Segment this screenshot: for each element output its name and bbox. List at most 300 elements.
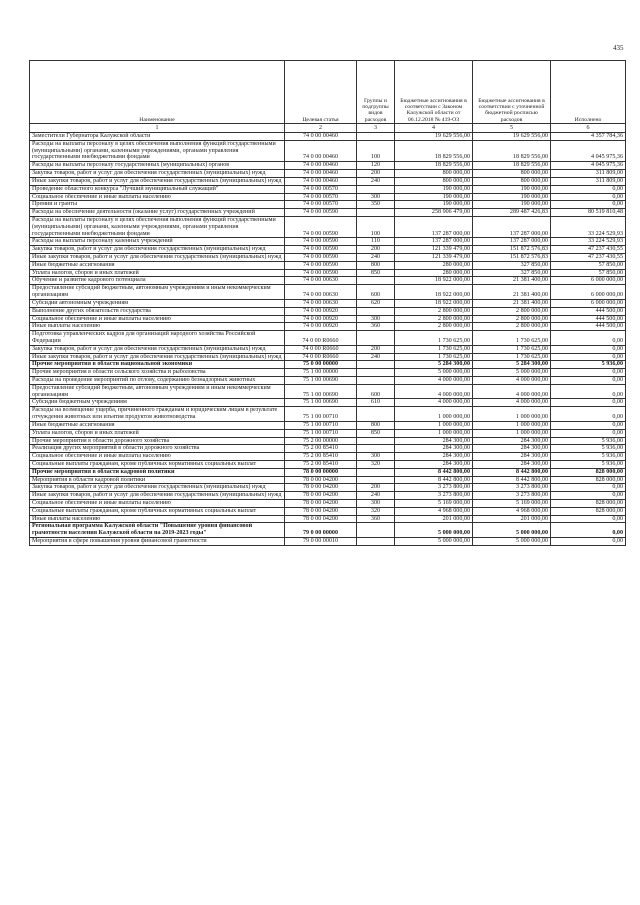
row-law-amount-cell: 190 000,00 <box>395 201 473 209</box>
row-law-amount-cell: 800 000,00 <box>395 177 473 185</box>
row-refined-amount-cell: 18 829 556,00 <box>473 140 551 161</box>
row-refined-amount-cell: 800 000,00 <box>473 177 551 185</box>
row-group-cell <box>357 445 395 453</box>
row-law-amount-cell: 2 800 000,00 <box>395 307 473 315</box>
row-code-cell: 74 0 00 R0660 <box>285 331 357 346</box>
row-name-cell: Закупка товаров, работ и услуг для обеспечения государственных (муниципальных) нужд <box>30 484 285 492</box>
row-law-amount-cell: 5 000 000,00 <box>395 523 473 538</box>
row-name-cell: Обучение и развитие кадрового потенциала <box>30 277 285 285</box>
row-name-cell: Уплата налогов, сборов и иных платежей <box>30 429 285 437</box>
row-refined-amount-cell: 201 000,00 <box>473 515 551 523</box>
row-group-cell: 850 <box>357 429 395 437</box>
row-group-cell: 800 <box>357 261 395 269</box>
row-refined-amount-cell: 18 829 556,00 <box>473 162 551 170</box>
row-executed-cell: 5 936,00 <box>551 437 626 445</box>
row-name-cell: Социальное обеспечение и иные выплаты населению <box>30 193 285 201</box>
row-code-cell: 74 0 00 00630 <box>285 285 357 300</box>
row-refined-amount-cell: 1 000 000,00 <box>473 421 551 429</box>
header-index: 3 <box>357 124 395 133</box>
row-code-cell: 78 0 00 04200 <box>285 507 357 515</box>
row-refined-amount-cell: 1 730 625,00 <box>473 331 551 346</box>
row-refined-amount-cell: 21 381 400,00 <box>473 299 551 307</box>
row-executed-cell: 0,00 <box>551 492 626 500</box>
row-executed-cell: 0,00 <box>551 185 626 193</box>
row-law-amount-cell: 18 922 000,00 <box>395 285 473 300</box>
row-law-amount-cell: 5 000 000,00 <box>395 538 473 546</box>
row-code-cell: 75 2 00 85410 <box>285 453 357 461</box>
row-refined-amount-cell: 2 800 000,00 <box>473 315 551 323</box>
row-code-cell: 75 1 00 00710 <box>285 429 357 437</box>
table-row <box>30 445 626 453</box>
row-code-cell: 74 0 00 00460 <box>285 140 357 161</box>
row-name-cell: Закупка товаров, работ и услуг для обеспечения государственных (муниципальных) нужд <box>30 345 285 353</box>
table-row <box>30 133 626 141</box>
row-group-cell: 600 <box>357 285 395 300</box>
table-row <box>30 216 626 237</box>
row-group-cell: 110 <box>357 238 395 246</box>
row-group-cell: 120 <box>357 162 395 170</box>
row-law-amount-cell: 18 829 556,00 <box>395 140 473 161</box>
row-code-cell: 79 0 00 00010 <box>285 538 357 546</box>
row-code-cell: 74 0 00 00570 <box>285 193 357 201</box>
row-executed-cell: 4 045 975,36 <box>551 162 626 170</box>
row-law-amount-cell: 4 000 000,00 <box>395 384 473 399</box>
table-row <box>30 170 626 178</box>
row-executed-cell: 828 000,00 <box>551 468 626 476</box>
page-number: 435 <box>613 44 624 52</box>
row-law-amount-cell: 190 000,00 <box>395 185 473 193</box>
row-code-cell: 74 0 00 00570 <box>285 185 357 193</box>
row-name-cell: Региональная программа Калужской области "Повышение уровня финансовой грамотности населения Калужской области на 2019-2023 годы" <box>30 523 285 538</box>
row-executed-cell: 311 809,00 <box>551 170 626 178</box>
row-name-cell: Иные закупки товаров, работ и услуг для обеспечения государственных (муниципальных) нужд <box>30 254 285 262</box>
row-group-cell <box>357 538 395 546</box>
row-code-cell: 74 0 00 00630 <box>285 299 357 307</box>
row-refined-amount-cell: 151 872 576,83 <box>473 254 551 262</box>
row-refined-amount-cell: 2 800 000,00 <box>473 307 551 315</box>
row-executed-cell: 0,00 <box>551 353 626 361</box>
row-law-amount-cell: 284 300,00 <box>395 453 473 461</box>
row-refined-amount-cell: 3 273 800,00 <box>473 492 551 500</box>
row-group-cell: 200 <box>357 484 395 492</box>
row-group-cell: 800 <box>357 421 395 429</box>
table-row <box>30 377 626 385</box>
row-law-amount-cell: 19 629 556,00 <box>395 133 473 141</box>
row-law-amount-cell: 280 000,00 <box>395 269 473 277</box>
row-name-cell: Иные закупки товаров, работ и услуг для обеспечения государственных (муниципальных) нужд <box>30 353 285 361</box>
row-law-amount-cell: 8 442 800,00 <box>395 468 473 476</box>
row-executed-cell: 0,00 <box>551 429 626 437</box>
table-row <box>30 384 626 399</box>
row-group-cell <box>357 307 395 315</box>
row-name-cell: Субсидии автономным учреждениям <box>30 299 285 307</box>
row-group-cell: 320 <box>357 460 395 468</box>
row-law-amount-cell: 1 730 625,00 <box>395 331 473 346</box>
row-code-cell: 75 2 00 00000 <box>285 437 357 445</box>
row-refined-amount-cell: 137 287 000,00 <box>473 238 551 246</box>
row-group-cell: 100 <box>357 216 395 237</box>
row-name-cell: Расходы на обеспечение деятельности (оказание услуг) государственных учреждений <box>30 209 285 217</box>
row-code-cell: 74 0 00 00460 <box>285 133 357 141</box>
table-row <box>30 185 626 193</box>
row-code-cell: 74 0 00 R0660 <box>285 353 357 361</box>
table-row <box>30 453 626 461</box>
row-law-amount-cell: 5 169 000,00 <box>395 500 473 508</box>
row-law-amount-cell: 121 339 479,00 <box>395 254 473 262</box>
row-refined-amount-cell: 1 730 625,00 <box>473 353 551 361</box>
table-row <box>30 507 626 515</box>
row-code-cell: 74 0 00 00590 <box>285 269 357 277</box>
row-name-cell: Закупка товаров, работ и услуг для обеспечения государственных (муниципальных) нужд <box>30 246 285 254</box>
row-name-cell: Расходы на выплаты персоналу государственных (муниципальных) органов <box>30 162 285 170</box>
row-code-cell: 79 0 00 00000 <box>285 523 357 538</box>
row-executed-cell: 0,00 <box>551 377 626 385</box>
table-row <box>30 209 626 217</box>
row-law-amount-cell: 5 000 000,00 <box>395 369 473 377</box>
row-executed-cell: 0,00 <box>551 193 626 201</box>
row-name-cell: Премии и гранты <box>30 201 285 209</box>
row-refined-amount-cell: 4 000 000,00 <box>473 377 551 385</box>
row-law-amount-cell: 8 442 800,00 <box>395 476 473 484</box>
header-executed: Исполнено <box>551 61 626 124</box>
row-executed-cell: 828 000,00 <box>551 476 626 484</box>
table-row <box>30 238 626 246</box>
table-row <box>30 523 626 538</box>
row-name-cell: Уплата налогов, сборов и иных платежей <box>30 269 285 277</box>
row-refined-amount-cell: 21 381 400,00 <box>473 285 551 300</box>
header-law-allocations: Бюджетные ассигнования в соответствии с Законом Калужской области от 06.12.2018 № 419-ОЗ <box>395 61 473 124</box>
row-code-cell: 74 0 00 00460 <box>285 170 357 178</box>
row-law-amount-cell: 201 000,00 <box>395 515 473 523</box>
row-name-cell: Выполнение других обязательств государства <box>30 307 285 315</box>
row-code-cell: 74 0 00 00460 <box>285 162 357 170</box>
row-law-amount-cell: 137 287 000,00 <box>395 238 473 246</box>
table-row <box>30 361 626 369</box>
row-group-cell <box>357 523 395 538</box>
row-refined-amount-cell: 800 000,00 <box>473 170 551 178</box>
row-law-amount-cell: 280 000,00 <box>395 261 473 269</box>
row-refined-amount-cell: 1 000 000,00 <box>473 407 551 422</box>
row-name-cell: Иные бюджетные ассигнования <box>30 261 285 269</box>
row-executed-cell: 47 237 430,55 <box>551 254 626 262</box>
row-executed-cell: 5 936,00 <box>551 361 626 369</box>
row-executed-cell: 5 936,00 <box>551 453 626 461</box>
row-law-amount-cell: 284 300,00 <box>395 460 473 468</box>
row-group-cell: 300 <box>357 453 395 461</box>
row-law-amount-cell: 1 000 000,00 <box>395 429 473 437</box>
row-group-cell: 850 <box>357 269 395 277</box>
row-name-cell: Заместители Губернатора Калужской области <box>30 133 285 141</box>
header-name: Наименование <box>30 61 285 124</box>
row-group-cell <box>357 209 395 217</box>
row-law-amount-cell: 137 287 000,00 <box>395 216 473 237</box>
row-code-cell: 74 0 00 00920 <box>285 315 357 323</box>
row-name-cell: Социальные выплаты гражданам, кроме публичных нормативных социальных выплат <box>30 507 285 515</box>
table-row <box>30 515 626 523</box>
row-code-cell: 74 0 00 00920 <box>285 323 357 331</box>
row-group-cell <box>357 133 395 141</box>
table-row <box>30 460 626 468</box>
table-row <box>30 429 626 437</box>
row-executed-cell: 33 224 529,93 <box>551 238 626 246</box>
header-row <box>30 61 626 124</box>
row-refined-amount-cell: 5 000 000,00 <box>473 523 551 538</box>
table-row <box>30 177 626 185</box>
table-row <box>30 484 626 492</box>
row-code-cell: 74 0 00 00590 <box>285 254 357 262</box>
row-code-cell: 75 1 00 00690 <box>285 377 357 385</box>
header-index-row <box>30 124 626 133</box>
row-refined-amount-cell: 327 850,00 <box>473 261 551 269</box>
row-group-cell: 200 <box>357 170 395 178</box>
row-refined-amount-cell: 21 381 400,00 <box>473 277 551 285</box>
row-law-amount-cell: 2 800 000,00 <box>395 323 473 331</box>
row-group-cell: 620 <box>357 299 395 307</box>
row-executed-cell: 4 045 975,36 <box>551 140 626 161</box>
row-refined-amount-cell: 327 850,00 <box>473 269 551 277</box>
row-name-cell: Закупка товаров, работ и услуг для обеспечения государственных (муниципальных) нужд <box>30 170 285 178</box>
row-executed-cell: 0,00 <box>551 407 626 422</box>
row-group-cell <box>357 377 395 385</box>
row-group-cell <box>357 331 395 346</box>
row-law-amount-cell: 1 000 000,00 <box>395 407 473 422</box>
row-executed-cell: 4 357 784,36 <box>551 133 626 141</box>
row-refined-amount-cell: 8 442 800,00 <box>473 468 551 476</box>
row-group-cell: 200 <box>357 246 395 254</box>
row-refined-amount-cell: 3 273 800,00 <box>473 484 551 492</box>
table-row <box>30 261 626 269</box>
row-executed-cell: 0,00 <box>551 523 626 538</box>
row-name-cell: Предоставление субсидий бюджетным, автономным учреждениям и иным некоммерческим организациям <box>30 384 285 399</box>
row-name-cell: Предоставление субсидий бюджетным, автономным учреждениям и иным некоммерческим организациям <box>30 285 285 300</box>
row-group-cell <box>357 468 395 476</box>
row-law-amount-cell: 3 273 800,00 <box>395 492 473 500</box>
row-name-cell: Иные закупки товаров, работ и услуг для обеспечения государственных (муниципальных) нужд <box>30 492 285 500</box>
table-row <box>30 369 626 377</box>
row-refined-amount-cell: 1 000 000,00 <box>473 429 551 437</box>
table-row <box>30 407 626 422</box>
row-group-cell: 320 <box>357 507 395 515</box>
row-refined-amount-cell: 2 800 000,00 <box>473 323 551 331</box>
row-law-amount-cell: 284 300,00 <box>395 437 473 445</box>
row-group-cell: 300 <box>357 193 395 201</box>
row-executed-cell: 57 850,00 <box>551 261 626 269</box>
row-code-cell: 75 1 00 00690 <box>285 384 357 399</box>
row-law-amount-cell: 800 000,00 <box>395 170 473 178</box>
row-law-amount-cell: 18 922 000,00 <box>395 299 473 307</box>
row-executed-cell: 444 500,00 <box>551 323 626 331</box>
row-group-cell: 300 <box>357 500 395 508</box>
row-executed-cell: 0,00 <box>551 515 626 523</box>
row-code-cell: 78 0 00 04200 <box>285 500 357 508</box>
table-row <box>30 269 626 277</box>
row-law-amount-cell: 190 000,00 <box>395 193 473 201</box>
row-code-cell: 75 1 00 00690 <box>285 399 357 407</box>
row-law-amount-cell: 3 273 800,00 <box>395 484 473 492</box>
row-law-amount-cell: 284 300,00 <box>395 445 473 453</box>
row-code-cell: 74 0 00 00570 <box>285 201 357 209</box>
budget-table <box>29 60 626 546</box>
row-executed-cell: 444 500,00 <box>551 307 626 315</box>
row-code-cell: 75 2 00 85410 <box>285 460 357 468</box>
row-law-amount-cell: 18 922 000,00 <box>395 277 473 285</box>
row-executed-cell: 5 936,00 <box>551 445 626 453</box>
row-code-cell: 78 0 00 04200 <box>285 484 357 492</box>
row-code-cell: 78 0 00 04200 <box>285 476 357 484</box>
row-law-amount-cell: 4 968 000,00 <box>395 507 473 515</box>
table-row <box>30 500 626 508</box>
row-name-cell: Расходы на проведение мероприятий по отлову, содержанию безнадзорных животных <box>30 377 285 385</box>
row-name-cell: Расходы на выплаты персоналу в целях обеспечения выполнения функций государственными (муниципальными) органами, казенными учреждениями, органами управления государственными внебюджетными фондами <box>30 140 285 161</box>
row-refined-amount-cell: 284 300,00 <box>473 437 551 445</box>
row-name-cell: Социальные выплаты гражданам, кроме публичных нормативных социальных выплат <box>30 460 285 468</box>
row-executed-cell: 6 000 000,00 <box>551 277 626 285</box>
row-name-cell: Социальное обеспечение и иные выплаты населению <box>30 453 285 461</box>
row-law-amount-cell: 2 800 000,00 <box>395 315 473 323</box>
row-code-cell: 78 0 00 04200 <box>285 492 357 500</box>
row-executed-cell: 0,00 <box>551 331 626 346</box>
table-row <box>30 193 626 201</box>
row-refined-amount-cell: 4 968 000,00 <box>473 507 551 515</box>
row-group-cell: 240 <box>357 353 395 361</box>
row-code-cell: 75 2 00 85410 <box>285 445 357 453</box>
header-index: 4 <box>395 124 473 133</box>
row-name-cell: Прочие мероприятия в области сельского хозяйства и рыболовства <box>30 369 285 377</box>
header-expense-group: Группы и подгруппы видов расходов <box>357 61 395 124</box>
row-group-cell: 240 <box>357 177 395 185</box>
row-name-cell: Субсидии бюджетным учреждениям <box>30 399 285 407</box>
row-code-cell: 78 0 00 04200 <box>285 515 357 523</box>
row-group-cell: 240 <box>357 254 395 262</box>
row-executed-cell: 0,00 <box>551 369 626 377</box>
table-row <box>30 399 626 407</box>
row-refined-amount-cell: 284 300,00 <box>473 445 551 453</box>
row-code-cell: 75 1 00 00710 <box>285 407 357 422</box>
table-row <box>30 323 626 331</box>
row-group-cell: 350 <box>357 201 395 209</box>
row-executed-cell: 444 500,00 <box>551 315 626 323</box>
table-row <box>30 246 626 254</box>
row-name-cell: Мероприятия в области кадровой политики <box>30 476 285 484</box>
row-refined-amount-cell: 5 000 000,00 <box>473 369 551 377</box>
row-code-cell: 74 0 00 00590 <box>285 246 357 254</box>
row-group-cell <box>357 361 395 369</box>
row-law-amount-cell: 1 000 000,00 <box>395 421 473 429</box>
row-executed-cell: 57 850,00 <box>551 269 626 277</box>
table-row <box>30 331 626 346</box>
row-executed-cell: 6 000 000,00 <box>551 285 626 300</box>
table-row <box>30 140 626 161</box>
table-row <box>30 201 626 209</box>
header-refined-allocations: Бюджетные ассигнования в соответствии с уточненной бюджетной росписью расходов <box>473 61 551 124</box>
row-executed-cell: 0,00 <box>551 384 626 399</box>
row-refined-amount-cell: 8 442 800,00 <box>473 476 551 484</box>
row-executed-cell: 80 519 810,48 <box>551 209 626 217</box>
row-group-cell: 360 <box>357 515 395 523</box>
row-name-cell: Иные выплаты населению <box>30 515 285 523</box>
row-code-cell: 74 0 00 00460 <box>285 177 357 185</box>
row-code-cell: 74 0 00 R0660 <box>285 345 357 353</box>
row-group-cell: 200 <box>357 345 395 353</box>
row-executed-cell: 0,00 <box>551 399 626 407</box>
row-code-cell: 75 1 00 00710 <box>285 421 357 429</box>
row-refined-amount-cell: 1 730 625,00 <box>473 345 551 353</box>
table-row <box>30 437 626 445</box>
row-refined-amount-cell: 190 000,00 <box>473 193 551 201</box>
row-name-cell: Реализация других мероприятий в области дорожного хозяйства <box>30 445 285 453</box>
row-name-cell: Социальное обеспечение и иные выплаты населению <box>30 500 285 508</box>
row-law-amount-cell: 258 906 479,00 <box>395 209 473 217</box>
table-row <box>30 476 626 484</box>
table-row <box>30 285 626 300</box>
row-code-cell: 74 0 00 00590 <box>285 209 357 217</box>
row-law-amount-cell: 18 829 556,00 <box>395 162 473 170</box>
table-row <box>30 421 626 429</box>
header-index: 6 <box>551 124 626 133</box>
row-refined-amount-cell: 5 000 000,00 <box>473 538 551 546</box>
row-group-cell: 300 <box>357 315 395 323</box>
row-executed-cell: 828 000,00 <box>551 500 626 508</box>
row-refined-amount-cell: 190 000,00 <box>473 201 551 209</box>
row-refined-amount-cell: 284 300,00 <box>473 453 551 461</box>
header-target-article: Целевая статья <box>285 61 357 124</box>
row-group-cell <box>357 369 395 377</box>
row-name-cell: Расходы на возмещение ущерба, причиненного гражданам и юридическим лицам в результате отчуждения животных или изъятия продуктов животноводства <box>30 407 285 422</box>
row-executed-cell: 828 000,00 <box>551 507 626 515</box>
row-group-cell <box>357 476 395 484</box>
table-row <box>30 277 626 285</box>
row-law-amount-cell: 121 339 479,00 <box>395 246 473 254</box>
row-name-cell: Иные закупки товаров, работ и услуг для обеспечения государственных (муниципальных) нужд <box>30 177 285 185</box>
row-group-cell: 100 <box>357 140 395 161</box>
row-law-amount-cell: 1 730 625,00 <box>395 353 473 361</box>
row-refined-amount-cell: 5 169 000,00 <box>473 500 551 508</box>
table-row <box>30 254 626 262</box>
table-body <box>30 133 626 546</box>
table-row <box>30 162 626 170</box>
row-code-cell: 74 0 00 00590 <box>285 216 357 237</box>
row-executed-cell: 0,00 <box>551 538 626 546</box>
row-group-cell: 600 <box>357 384 395 399</box>
row-code-cell: 75 1 00 00000 <box>285 369 357 377</box>
row-refined-amount-cell: 151 872 576,83 <box>473 246 551 254</box>
row-refined-amount-cell: 4 000 000,00 <box>473 384 551 399</box>
header-index: 1 <box>30 124 285 133</box>
table-row <box>30 492 626 500</box>
row-law-amount-cell: 5 284 300,00 <box>395 361 473 369</box>
table-row <box>30 468 626 476</box>
row-name-cell: Прочие мероприятия в области дорожного хозяйства <box>30 437 285 445</box>
row-law-amount-cell: 4 000 000,00 <box>395 399 473 407</box>
row-refined-amount-cell: 190 000,00 <box>473 185 551 193</box>
row-name-cell: Иные выплаты населению <box>30 323 285 331</box>
header-index: 5 <box>473 124 551 133</box>
table-row <box>30 307 626 315</box>
row-name-cell: Подготовка управленческих кадров для организаций народного хозяйства Российской Федерации <box>30 331 285 346</box>
table-row <box>30 353 626 361</box>
row-group-cell: 240 <box>357 492 395 500</box>
row-code-cell: 74 0 00 00920 <box>285 307 357 315</box>
row-group-cell: 610 <box>357 399 395 407</box>
row-group-cell <box>357 437 395 445</box>
row-executed-cell: 0,00 <box>551 345 626 353</box>
row-code-cell: 74 0 00 00630 <box>285 277 357 285</box>
row-name-cell: Социальное обеспечение и иные выплаты населению <box>30 315 285 323</box>
row-code-cell: 75 0 00 00000 <box>285 361 357 369</box>
row-refined-amount-cell: 137 287 000,00 <box>473 216 551 237</box>
row-group-cell: 360 <box>357 323 395 331</box>
row-executed-cell: 0,00 <box>551 421 626 429</box>
